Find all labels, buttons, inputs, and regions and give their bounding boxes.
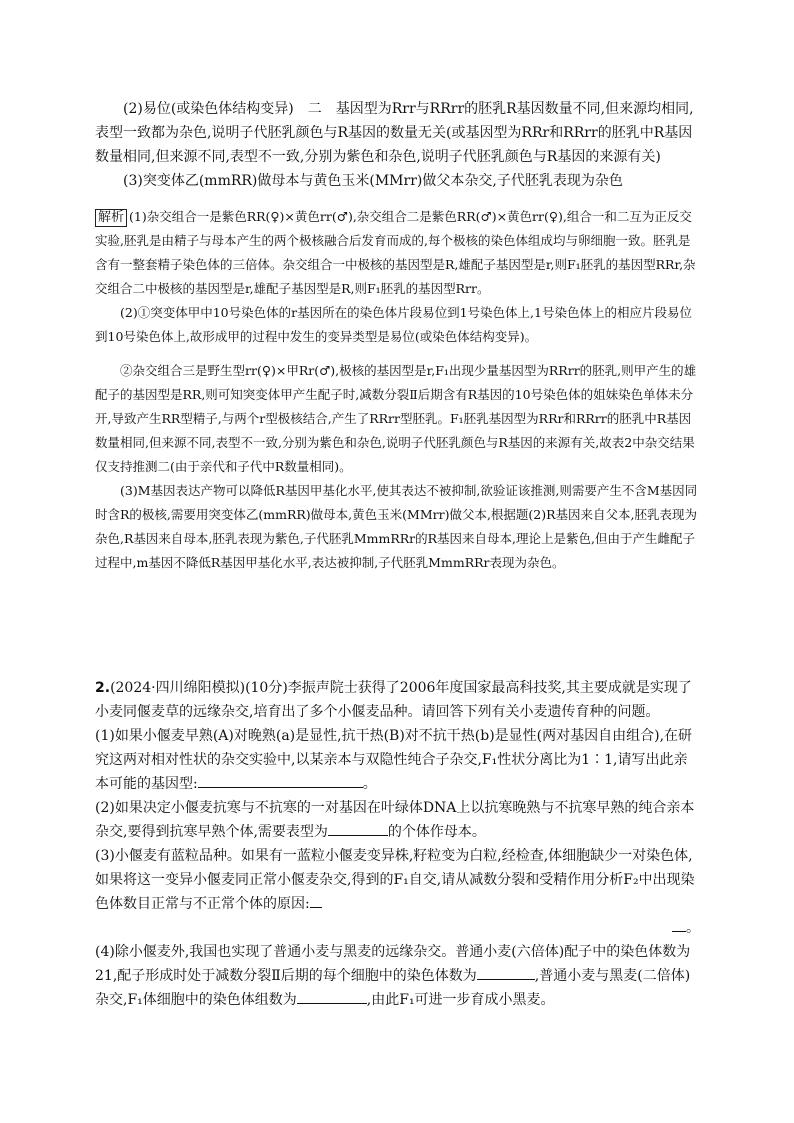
subquestion-3 [95,844,700,916]
answer-blank-2[interactable] [328,821,388,836]
analysis-part-4: (3)M基因表达产物可以降低R基因甲基化水平,使其表达不被抑制,欲验证该推测,则需要产生不含M基因同时含R的极核,需要用突变体乙(mmRR)做母本,黄色玉米(MMrr)做父本,根据题(2)R基因来自父本,胚乳表现为杂色,R基因来自母本,胚乳表现为紫色,子代胚乳MmmRRr的R基因来自母本,理论上是紫色,但由于产生雌配子过程中,m基因不降低R基因甲基化水平,表达被抑制,子代胚乳MmmRRr表现为杂色。 [95,483,698,570]
subquestion-4 [95,940,700,1012]
question-2 [95,676,700,1012]
answer-blank-4[interactable] [477,965,535,980]
answer-section [95,97,700,193]
analysis-section [95,205,700,575]
analysis-part-2: (2)①突变体甲中10号染色体的r基因所在的染色体片段易位到1号染色体上,1号染色体上的相应片段易位到10号染色体上,故形成甲的过程中发生的变异类型是易位(或染色体结构变异)。 [95,305,692,344]
subquestion-1-end: 。 [362,776,377,792]
question-intro-text: (2024·四川绵阳模拟)(10分)李振声院士获得了2006年度国家最高科技奖,其主要成就是实现了小麦同偃麦草的远缘杂交,培育出了多个小偃麦品种。请回答下列有关小麦遗传育种的问题。 [95,680,692,720]
subquestion-3-end: 。 [686,920,700,936]
analysis-tag: 解析 [95,209,127,227]
answer-part-2: (2)易位(或染色体结构变异) 二 基因型为Rrr与RRrr的胚乳R基因数量不同,但来源均相同,表型一致都为杂色,说明子代胚乳颜色与R基因的数量无关(或基因型为RRr和RRrr的胚乳中R基因数量相同,但来源不同,表型不一致,分别为紫色和杂色,说明子代胚乳颜色与R基因的来源有关) [95,101,694,165]
question-number: 2. [95,680,111,696]
subquestion-2-text: (2)如果决定小偃麦抗寒与不抗寒的一对基因在叶绿体DNA上以抗寒晚熟与不抗寒早熟的纯合亲本杂交,要得到抗寒早熟个体,需要表型为 [95,800,695,840]
subquestion-2 [95,796,700,844]
answer-blank-5[interactable] [297,989,367,1004]
analysis-part-3: ②杂交组合三是野生型rr(♀)×甲Rr(♂),极核的基因型是r,F₁出现少量基因型为RRrr的胚乳,则甲产生的雄配子的基因型是RR,则可知突变体甲产生配子时,减数分裂Ⅱ后期含有R基因的10号染色体的姐妹染色单体未分开,导致产生RR型精子,与两个r型极核结合,产生了RRrr型胚乳。F₁胚乳基因型为RRr和RRrr的胚乳中R基因数量相同,但来源不同,表型不一致,分别为紫色和杂色,说明子代胚乳颜色与R基因的来源有关,故表2中杂交结果仅支持推测二(由于亲代和子代中R数量相同)。 [95,363,697,474]
question-intro [95,676,700,724]
subquestion-3-text: (3)小偃麦有蓝粒品种。如果有一蓝粒小偃麦变异株,籽粒变为白粒,经检查,体细胞缺少一对染色体,如果将这一变异小偃麦同正常小偃麦杂交,得到的F₁自交,请从减数分裂和受精作用分析F₂中出现染色体数目正常与不正常个体的原因: [95,848,695,912]
subquestion-4-middle: ,普通小麦与黑麦(二倍体)杂交,F₁体细胞中的染色体组数为 [95,968,691,1008]
subquestion-4-text: (4)除小偃麦外,我国也实现了普通小麦与黑麦的远缘杂交。普通小麦(六倍体)配子中的染色体数为21,配子形成时处于减数分裂Ⅱ后期的每个细胞中的染色体数为 [95,944,691,984]
subquestion-3-blank-line [95,916,700,940]
analysis-part-1 [95,205,700,301]
answer-part-3: (3)突变体乙(mmRR)做母本与黄色玉米(MMrr)做父本杂交,子代胚乳表现为杂色 [123,173,623,189]
answer-blank-3-end[interactable] [672,917,686,932]
subquestion-1-text: (1)如果小偃麦早熟(A)对晚熟(a)是显性,抗干热(B)对不抗干热(b)是显性(两对基因自由组合),在研究这两对相对性状的杂交实验中,以某亲本与双隐性纯合子杂交,F₁性状分离比为1∶1,请写出此亲本可能的基因型: [95,728,693,792]
analysis-part-1-text: (1)杂交组合一是紫色RR(♀)×黄色rr(♂),杂交组合二是紫色RR(♂)×黄色rr(♀),组合一和二互为正反交实验,胚乳是由精子与母本产生的两个极核融合后发育而成的,每个极核的染色体组成均与卵细胞一致。胚乳是含有一整套精子染色体的三倍体。杂交组合一中极核的基因型是R,雄配子基因型是r,则F₁胚乳的基因型RRr,杂交组合二中极核的基因型是r,雄配子基因型是R,则F₁胚乳的基因型Rrr。 [95,209,696,296]
answer-blank-3[interactable] [310,893,322,908]
subquestion-4-end: ,由此F₁可进一步育成小黑麦。 [366,992,555,1008]
subquestion-1 [95,724,700,796]
subquestion-2-end: 的个体作母本。 [387,824,486,840]
answer-blank-1[interactable] [198,773,363,788]
